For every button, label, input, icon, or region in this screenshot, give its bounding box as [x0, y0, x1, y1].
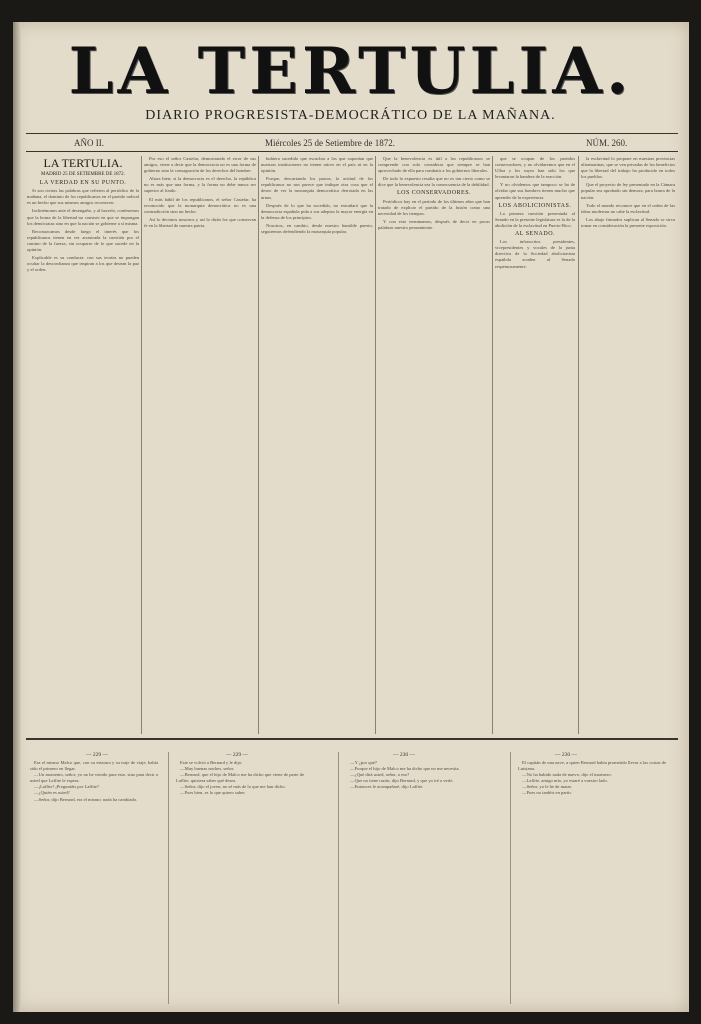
paragraph: Ahora bien; si la democracia es el derecho, la república no es más que una forma, y la forma no debe nunca ser superior al fondo.: [144, 176, 256, 194]
paragraph: Nosotros, en cambio, desde nuestro humilde puesto, seguiremos defendiendo la monarquía popular.: [261, 222, 373, 235]
binding-edge: [13, 22, 21, 1012]
paragraph: Si son ciertas las palabras que refieren al periódico de la mañana, el dominio de los republicanos en el partido radical es un hecho que sus mismos amigos reconocen.: [27, 188, 139, 206]
paragraph: Porque, descartando los pastos, la actitud de los republicanos no nos parece que indique otra cosa que el deseo de ver la monarquía democrática derrotada en las urnas.: [261, 176, 373, 200]
paragraph: Era el mismo Malco que, con su estatura y su traje de viaje, había sido el primero en llegar.: [30, 760, 158, 772]
paragraph: hubiera sucedido que escuchar a los que suponían que nuestras instituciones no tienen raíces en el país ni en la opinión.: [261, 156, 373, 174]
lead-paper-name: LA TERTULIA.: [43, 156, 123, 170]
folletin-rule: [510, 752, 511, 1004]
paragraph: Y no olvidemos que tampoco se ha de olvidar que sus hombres tienen mucho que aprender de la experiencia.: [495, 182, 575, 200]
paragraph: Todo el mundo reconoce que en el orden de las ideas modernas no cabe la esclavitud.: [581, 202, 675, 214]
column-rule: [258, 156, 259, 734]
paragraph: —Señor, yo le he de matar.: [522, 784, 572, 790]
folletin-column-4: [518, 760, 666, 1004]
section-abolicionistas: LOS ABOLICIONISTAS.: [498, 202, 572, 209]
paragraph: —Señor, dijo el joven, no sé más de lo que me han dicho.: [180, 784, 286, 790]
dateline-date: Miércoles 25 de Setiembre de 1872.: [265, 138, 395, 148]
folletin-column-3: [346, 760, 474, 1004]
paragraph: que se ocupan de los partidos conservadores, y no olvidaremos que en el Ulloa y los suyos han sido los que levantaron la bandera de la reacción.: [495, 156, 575, 180]
masthead-subtitle: DIARIO PROGRESISTA-DEMOCRÁTICO DE LA MAÑANA.: [145, 108, 556, 123]
column-rule: [578, 156, 579, 734]
paragraph: Los abajo firmados suplican al Senado se sirva tomar en consideración la presente exposición.: [581, 216, 675, 228]
column-2: [144, 156, 256, 734]
folletin-page-number: — 230 —: [393, 752, 415, 758]
paragraph: Periódicos hay en el período de los últimos años que han tratado de explicar el partido de la fusión como una necesidad de los tiempos.: [378, 198, 490, 216]
paragraph: Que la benevolencia es útil a los republicanos se comprende con solo considerar que siempre se han aprovechado de ella para combatir a los gobiernos liberales.: [378, 156, 490, 174]
paragraph: El más hábil de los republicanos, el señor Castelar, ha reconocido que la monarquía democrática no es una contradicción sino un hecho.: [144, 196, 256, 214]
lead-dated: MADRID 25 DE SETIEMBRE DE 1872.: [41, 172, 125, 177]
column-5: [495, 156, 575, 734]
paragraph: Y con esto terminamos, después de decir en pocas palabras nuestro pensamiento.: [378, 218, 490, 230]
paragraph: —Laffite, amigo mío, yo estaré a vuestro lado.: [522, 778, 608, 784]
dateline-number: NÚM. 260.: [586, 138, 628, 148]
paragraph: Así lo decimos nosotros y así lo dirán los que conservan fe en la libertad de nuestra patria.: [144, 216, 256, 228]
folletin-rule: [338, 752, 339, 1004]
paragraph: Que el proyecto de ley presentado en la Cámara popular sea aprobado sin demora, para honra de la nación.: [581, 182, 675, 200]
rule-under-dateline: [26, 151, 678, 152]
paragraph: —No ha habido nada de nuevo, dijo el marinero.: [522, 772, 612, 778]
paragraph: —Bernard, que el hijo de Malco me ha dicho que viene de parte de Laffite, quisiera saber qué desea.: [176, 772, 304, 784]
paragraph: —¡Laffite! ¡Preguntáis por Laffite?: [34, 784, 100, 790]
paragraph: Explicable es su conducta: con sus teorías no pueden ocultar la desconfianza que inspiran a los que desean la paz y el orden.: [27, 255, 139, 273]
paragraph: Por eso el señor Castelar, demostrando el error de sus amigos, viene a decir que la democracia no es una forma de gobierno sino la consagración de los derechos del hombre.: [144, 156, 256, 174]
paragraph: Inclinémonos ante el desengaño, y al hacerlo, confesemos que la honra de la libertad no consiste en que se impongan los demócratas sino en que la nación se gobierne a sí misma.: [27, 208, 139, 226]
paragraph: —¿Qué dirá usted, señor, a eso?: [350, 772, 410, 778]
paragraph: —Señor, dijo Bernard, era el mismo; nada ha cambiado.: [34, 796, 138, 802]
column-1: [27, 156, 139, 734]
paragraph: El capitán de una nave, a quien Bernard había prometido llevar a las costas de Luisiana.: [518, 760, 666, 772]
paragraph: la esclavitud lo propone en nuestras provincias ultramarinas, que se ven privadas de los beneficios que la libertad del trabajo ha producido en todos los pueblos.: [581, 156, 675, 180]
column-rule: [375, 156, 376, 734]
paragraph: Este se volvió a Bernard y le dijo:: [180, 760, 243, 765]
paragraph: —Muy buenas noches, señor.: [180, 766, 235, 772]
lead-headline: LA VERDAD EN SU PUNTO.: [39, 180, 127, 187]
rule-folletin: [26, 738, 678, 740]
folletin-column-2: [176, 760, 304, 1004]
paragraph: De todo lo expuesto resulta que no es tan cierto como se dice que la benevolencia sea la consecuencia de la debilidad.: [378, 176, 490, 188]
section-conservadores: LOS CONSERVADORES.: [396, 190, 472, 197]
paragraph: Los infrascritos presidentes, vicepresidentes y vocales de la junta directiva de la Sociedad abolicionista española acuden al Senado respetuosamente.: [495, 239, 575, 269]
folletin-column-1: [30, 760, 158, 1004]
column-6: [581, 156, 675, 734]
masthead-title: LA TERTULIA.: [68, 34, 633, 109]
folletin-rule: [168, 752, 169, 1004]
dateline-year: AÑO II.: [74, 138, 104, 148]
folletin-page-number: — 230 —: [555, 752, 577, 758]
paragraph: —Pues no tardéis en partir.: [522, 790, 572, 796]
paragraph: —Un momento, señor; yo no he venido para esto, sino para decir a usted que Laffite le espera.: [30, 772, 158, 784]
paragraph: —Y ¿por qué?: [350, 760, 377, 765]
paragraph: —Que no tiene razón, dijo Bernard, y que yo iré a verle.: [350, 778, 454, 784]
paragraph: Después de lo que ha sucedido, no extrañará que la democracia española pida a sus adeptos la mayor energía en la defensa de los principios.: [261, 202, 373, 220]
column-rule: [141, 156, 142, 734]
paragraph: Reconozcamos desde luego el interés que los republicanos tienen en ver arrastrada la cuestión por el camino de la fuerza, sin ocuparse de lo que sucede en la opinión.: [27, 228, 139, 253]
paragraph: —Porque el hijo de Malco me ha dicho que no me necesita.: [350, 766, 460, 772]
section-senado: AL SENADO.: [514, 231, 556, 238]
column-rule: [492, 156, 493, 734]
folletin-page-number: — 229 —: [86, 752, 108, 758]
column-4: [378, 156, 490, 734]
paragraph: —¿Quién es usted?: [34, 790, 70, 796]
paragraph: —Entonces le acompañaré, dijo Laffite.: [350, 784, 424, 790]
rule-top: [26, 133, 678, 134]
paragraph: La primera cuestión presentada al Senado en la presente legislatura es la de la abolición de la esclavitud en Puerto-Rico.: [495, 210, 575, 228]
folletin-page-number: — 229 —: [226, 752, 248, 758]
paragraph: —Pues bien, es lo que quiero saber.: [180, 790, 246, 796]
column-3: [261, 156, 373, 734]
